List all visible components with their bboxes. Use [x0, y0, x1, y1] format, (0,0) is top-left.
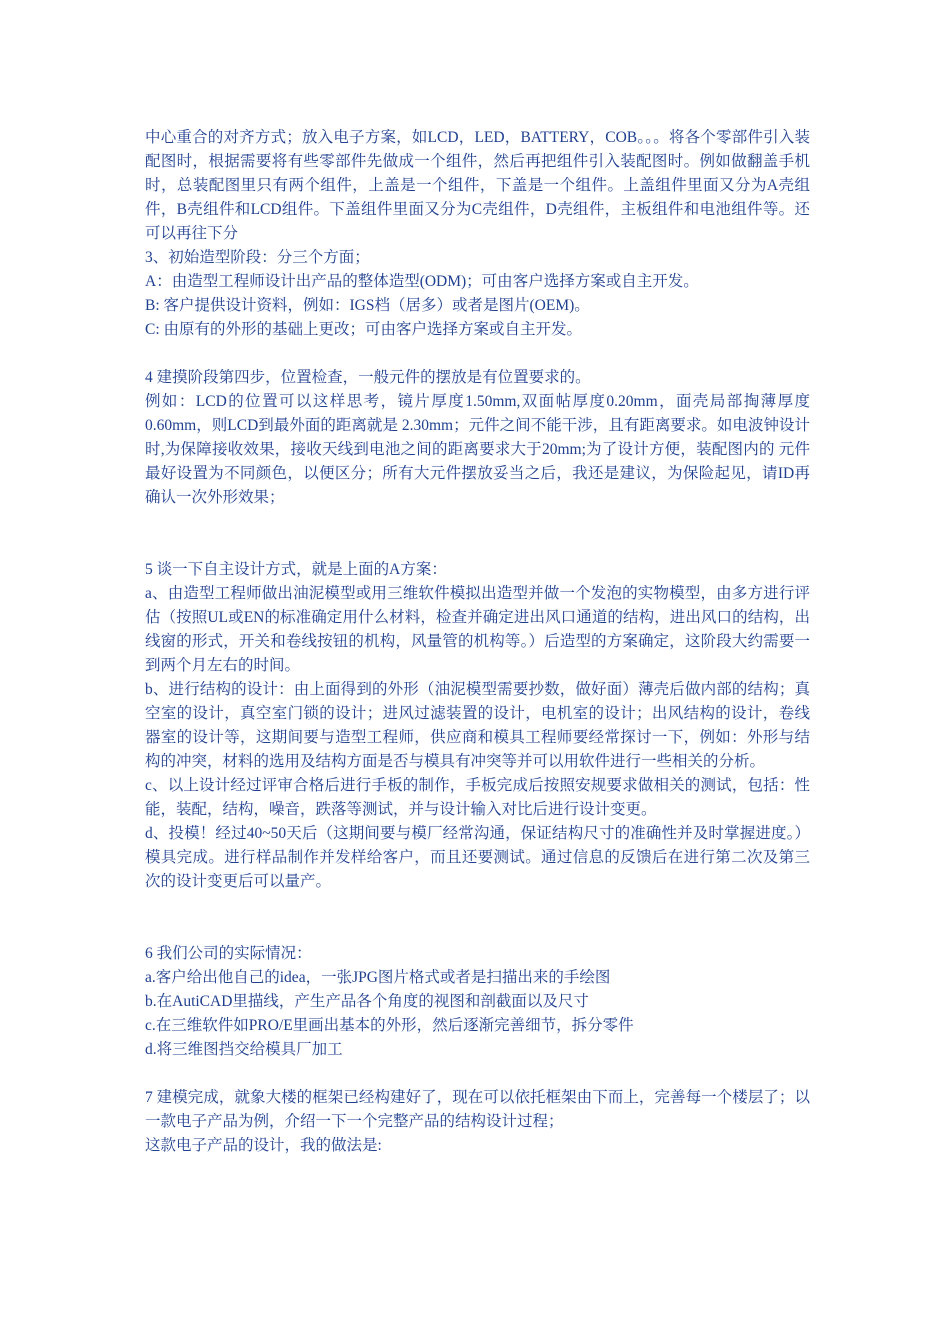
paragraph-step-d: d、投模！经过40~50天后（这期间要与模厂经常沟通，保证结构尺寸的准确性并及时掌握进度。）模具完成。进行样品制作并发样给客户，而且还要测试。通过信息的反馈后在进行第二次及第三次的设计变更后可以量产。: [145, 825, 810, 890]
paragraph-step-b: b、进行结构的设计：由上面得到的外形（油泥模型需要抄数，做好面）薄壳后做内部的结构；真空室的设计，真空室门锁的设计；进风过滤装置的设计，电机室的设计；出风结构的设计，卷线器室的设计等，这期间要与造型工程师，供应商和模具工程师要经常探讨一下，例如：外形与结构的冲突，材料的选用及结构方面是否与模具有冲突等并可以用软件进行一些相关的分析。: [145, 681, 810, 770]
paragraph-company-a: a.客户给出他自己的idea，一张JPG图片格式或者是扫描出来的手绘图: [145, 969, 611, 986]
paragraph-company-d: d.将三维图挡交给模具厂加工: [145, 1041, 343, 1058]
paragraph-step-c: c、以上设计经过评审合格后进行手板的制作，手板完成后按照安规要求做相关的测试，包括：性能，装配，结构，噪音，跌落等测试，并与设计输入对比后进行设计变更。: [145, 777, 810, 818]
paragraph-section-3-heading: 3、初始造型阶段：分三个方面；: [145, 249, 370, 266]
paragraph-company-c: c.在三维软件如PRO/E里画出基本的外形，然后逐渐完善细节，拆分零件: [145, 1017, 634, 1034]
paragraph-assembly-intro: 中心重合的对齐方式；放入电子方案，如LCD，LED，BATTERY，COB。。。将各个零部件引入装配图时，根据需要将有些零部件先做成一个组件，然后再把组件引入装配图时。例如做翻盖手机时，总装配图里只有两个组件，上盖是一个组件，下盖是一个组件。上盖组件里面又分为A壳组件，B壳组件和LCD组件。下盖组件里面又分为C壳组件，D壳组件，主板组件和电池组件等。还可以再往下分: [145, 129, 810, 242]
paragraph-step-a: a、由造型工程师做出油泥模型或用三维软件模拟出造型并做一个发泡的实物模型，由多方进行评估（按照UL或EN的标准确定用什么材料，检查并确定进出风口通道的结构，进出风口的结构，出线窗的形式，开关和卷线按钮的机构，风量管的机构等。）后造型的方案确定，这阶段大约需要一到两个月左右的时间。: [145, 585, 810, 674]
paragraph-closing: 这款电子产品的设计，我的做法是:: [145, 1137, 382, 1154]
paragraph-option-a: A：由造型工程师设计出产品的整体造型(ODM)；可由客户选择方案或自主开发。: [145, 273, 699, 290]
paragraph-section-6-heading: 6 我们公司的实际情况：: [145, 945, 312, 962]
paragraph-option-b: B: 客户提供设计资料，例如：IGS档（居多）或者是图片(OEM)。: [145, 297, 590, 314]
paragraph-option-c: C: 由原有的外形的基础上更改；可由客户选择方案或自主开发。: [145, 321, 583, 338]
document-body: [145, 126, 810, 1158]
paragraph-section-4-heading: 4 建摸阶段第四步，位置检查，一般元件的摆放是有位置要求的。: [145, 369, 591, 386]
spacer: [145, 342, 810, 366]
paragraph-company-b: b.在AutiCAD里描线，产生产品各个角度的视图和剖截面以及尺寸: [145, 993, 589, 1010]
paragraph-section-7-heading: 7 建模完成，就象大楼的框架已经构建好了，现在可以依托框架由下而上，完善每一个楼层了；以一款电子产品为例，介绍一下一个完整产品的结构设计过程；: [145, 1089, 810, 1130]
paragraph-section-5-heading: 5 谈一下自主设计方式，就是上面的A方案：: [145, 561, 447, 578]
paragraph-position-example: 例如：LCD的位置可以这样思考，镜片厚度1.50mm,双面帖厚度0.20mm，面壳局部掏薄厚度0.60mm，则LCD到最外面的距离就是 2.30mm；元件之间不能干涉，且有距离要求。如电波钟设计时,为保障接收效果，接收天线到电池之间的距离要求大于20mm;为了设计方便，装配图内的 元件最好设置为不同颜色，以便区分；所有大元件摆放妥当之后，我还是建议，为保险起见，请ID再确认一次外形效果；: [145, 393, 810, 506]
spacer: [145, 894, 810, 942]
spacer: [145, 510, 810, 558]
spacer: [145, 1062, 810, 1086]
